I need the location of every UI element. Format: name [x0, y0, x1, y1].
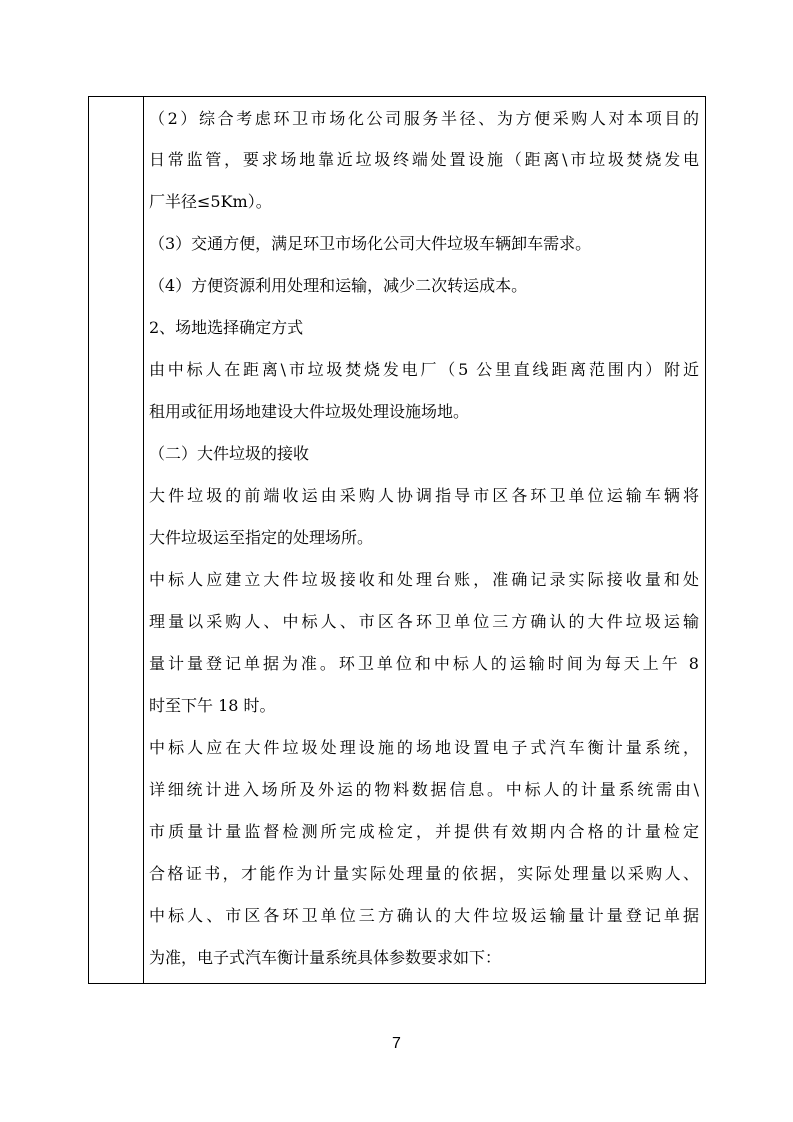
- text-line: 由中标人在距离\市垃圾焚烧发电厂（5 公里直线距离范围内）附近: [149, 360, 699, 379]
- text-line: （3）交通方便，满足环卫市场化公司大件垃圾车辆卸车需求。: [149, 234, 592, 253]
- text-line: 大件垃圾的前端收运由采购人协调指导市区各环卫单位运输车辆将: [149, 486, 699, 505]
- text-line: 2、场地选择确定方式: [149, 318, 304, 337]
- text-line: （二）大件垃圾的接收: [149, 444, 310, 463]
- text-line: 理量以采购人、中标人、市区各环卫单位三方确认的大件垃圾运输: [149, 612, 699, 631]
- text-line: 市质量计量监督检测所完成检定，并提供有效期内合格的计量检定: [149, 822, 699, 841]
- text-line: 时至下午 18 时。: [149, 696, 276, 715]
- text-line: （2）综合考虑环卫市场化公司服务半径、为方便采购人对本项目的: [149, 109, 699, 128]
- page-number: 7: [392, 1035, 401, 1052]
- text-line: 量计量登记单据为准。环卫单位和中标人的运输时间为每天上午 8: [149, 654, 699, 673]
- text-line: 厂半径≤5Km）。: [149, 192, 272, 211]
- text-line: 中标人、市区各环卫单位三方确认的大件垃圾运输量计量登记单据: [149, 906, 699, 925]
- text-line: 详细统计进入场所及外运的物料数据信息。中标人的计量系统需由\: [149, 780, 699, 799]
- text-line: 为准，电子式汽车衡计量系统具体参数要求如下：: [149, 948, 502, 967]
- text-line: 租用或征用场地建设大件垃圾处理设施场地。: [149, 402, 470, 421]
- table-left-column: [89, 97, 144, 983]
- table-content-cell: [144, 97, 705, 983]
- text-line: 中标人应建立大件垃圾接收和处理台账，准确记录实际接收量和处: [149, 570, 699, 589]
- text-line: 合格证书，才能作为计量实际处理量的依据，实际处理量以采购人、: [149, 864, 699, 883]
- content-table: [88, 96, 706, 984]
- text-line: 日常监管，要求场地靠近垃圾终端处置设施（距离\市垃圾焚烧发电: [149, 150, 699, 169]
- text-line: （4）方便资源利用处理和运输，减少二次转运成本。: [149, 276, 528, 295]
- text-line: 大件垃圾运至指定的处理场所。: [149, 528, 374, 547]
- text-line: 中标人应在大件垃圾处理设施的场地设置电子式汽车衡计量系统，: [149, 738, 699, 757]
